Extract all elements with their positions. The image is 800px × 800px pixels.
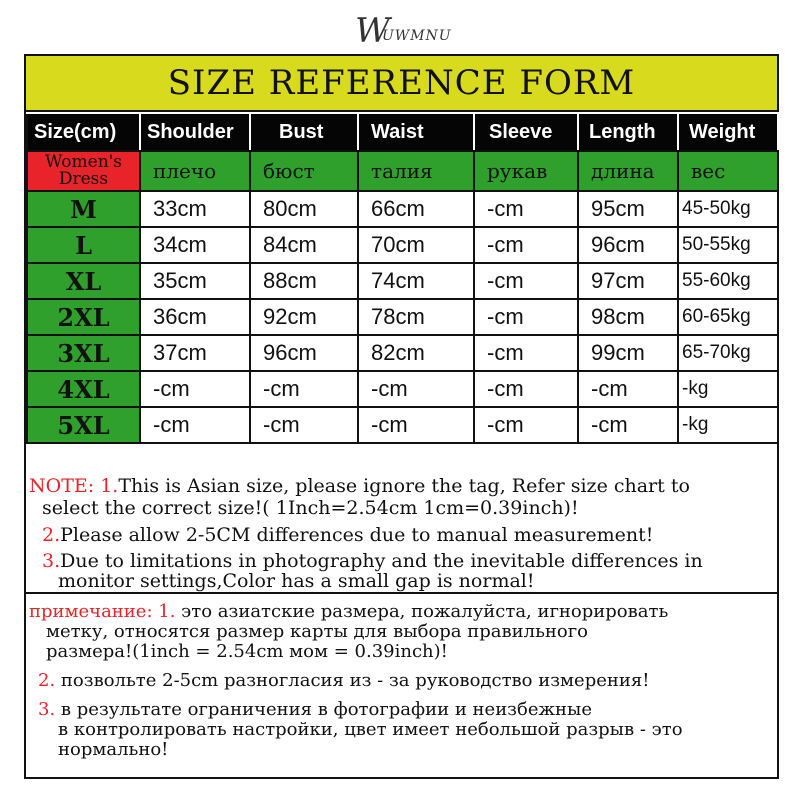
note-number: 3.: [42, 550, 61, 572]
length-cell: 98cm: [578, 299, 678, 335]
weight-cell: 65-70kg: [678, 335, 778, 371]
note-text: Due to limitations in photography and the inevitable differences in: [60, 550, 703, 572]
note-text: это азиатские размера, пожалуйста, игнорировать: [181, 601, 669, 622]
note-text: Please allow 2-5CM differences due to manual measurement!: [60, 524, 654, 546]
table-row: [27, 371, 778, 407]
header-size: Size(cm): [27, 113, 140, 151]
waist-cell: 78cm: [358, 299, 474, 335]
header-waist: Waist: [358, 113, 474, 151]
sleeve-cell: -cm: [474, 263, 578, 299]
bust-cell: 84cm: [250, 227, 358, 263]
note-number: 2.: [42, 524, 61, 546]
shoulder-cell: 34cm: [140, 227, 250, 263]
bust-cell: 80cm: [250, 191, 358, 227]
chart-title: SIZE REFERENCE FORM: [26, 56, 777, 112]
shoulder-cell: -cm: [140, 407, 250, 443]
ru-note-3: [38, 700, 592, 720]
ru-sleeve: рукав: [474, 151, 578, 191]
note-3: [42, 551, 703, 572]
header-weight: Weight: [678, 113, 778, 151]
table-row: [27, 335, 778, 371]
ru-note-3-cont2: нормально!: [58, 739, 169, 760]
ru-waist: талия: [358, 151, 474, 191]
size-label: 2XL: [27, 299, 140, 335]
size-label: 5XL: [27, 407, 140, 443]
size-table: [26, 112, 779, 444]
size-label: 4XL: [27, 371, 140, 407]
table-row: [27, 263, 778, 299]
note-number: 2.: [38, 670, 56, 691]
svg-text:W: W: [355, 11, 390, 51]
sleeve-cell: -cm: [474, 407, 578, 443]
sleeve-cell: -cm: [474, 299, 578, 335]
sleeve-cell: -cm: [474, 227, 578, 263]
header-sleeve: Sleeve: [474, 113, 578, 151]
ru-shoulder: плечо: [140, 151, 250, 191]
waist-cell: -cm: [358, 407, 474, 443]
note-label: NOTE:: [29, 475, 95, 497]
header-shoulder: Shoulder: [140, 113, 250, 151]
shoulder-cell: 37cm: [140, 335, 250, 371]
bust-cell: 92cm: [250, 299, 358, 335]
size-chart: [24, 54, 779, 779]
size-label: XL: [27, 263, 140, 299]
english-notes: [26, 470, 777, 594]
shoulder-cell: 35cm: [140, 263, 250, 299]
table-row: [27, 407, 778, 443]
note-1: [29, 476, 690, 497]
note-1-cont: select the correct size!( 1Inch=2.54cm 1cm=0.39inch)!: [42, 497, 579, 519]
ru-weight: вес: [678, 151, 778, 191]
bust-cell: 96cm: [250, 335, 358, 371]
table-row: [27, 191, 778, 227]
sleeve-cell: -cm: [474, 191, 578, 227]
note-text: This is Asian size, please ignore the tag, Refer size chart to: [118, 475, 690, 497]
weight-cell: -kg: [678, 371, 778, 407]
ru-length: длина: [578, 151, 678, 191]
weight-cell: 60-65kg: [678, 299, 778, 335]
ru-note-1: [29, 602, 668, 622]
waist-cell: 74cm: [358, 263, 474, 299]
note-3-cont: monitor settings,Color has a small gap is normal!: [58, 570, 535, 592]
table-row: [27, 227, 778, 263]
waist-cell: 82cm: [358, 335, 474, 371]
russian-notes: [26, 596, 777, 776]
ru-note-1-cont2: размера!(1inch = 2.54cm мом = 0.39inch)!: [46, 641, 448, 662]
svg-text:UWMNU: UWMNU: [382, 28, 452, 44]
weight-cell: 50-55kg: [678, 227, 778, 263]
note-text: позвольте 2-5cm разногласия из - за руководство измерения!: [60, 670, 650, 691]
weight-cell: -kg: [678, 407, 778, 443]
note-number: 1.: [158, 601, 176, 622]
length-cell: 97cm: [578, 263, 678, 299]
ru-note-3-cont: в контролировать настройки, цвет имеет небольшой разрыв - это: [58, 719, 683, 740]
length-cell: -cm: [578, 407, 678, 443]
size-label: L: [27, 227, 140, 263]
women-dress-label: Women's Dress: [27, 151, 140, 191]
size-label: M: [27, 191, 140, 227]
note-2: [42, 525, 653, 546]
waist-cell: 70cm: [358, 227, 474, 263]
table-row: [27, 299, 778, 335]
length-cell: -cm: [578, 371, 678, 407]
size-label: 3XL: [27, 335, 140, 371]
sleeve-cell: -cm: [474, 335, 578, 371]
waist-cell: -cm: [358, 371, 474, 407]
length-cell: 95cm: [578, 191, 678, 227]
shoulder-cell: 36cm: [140, 299, 250, 335]
header-row: [27, 113, 778, 151]
weight-cell: 55-60kg: [678, 263, 778, 299]
waist-cell: 66cm: [358, 191, 474, 227]
note-text: в результате ограничения в фотографии и неизбежные: [60, 699, 593, 720]
shoulder-cell: 33cm: [140, 191, 250, 227]
header-length: Length: [578, 113, 678, 151]
note-number: 1.: [100, 475, 119, 497]
bust-cell: 88cm: [250, 263, 358, 299]
ru-note-1-cont: метку, относятся размер карты для выбора правильного: [46, 621, 588, 642]
length-cell: 99cm: [578, 335, 678, 371]
ru-note-2: [38, 671, 649, 691]
weight-cell: 45-50kg: [678, 191, 778, 227]
length-cell: 96cm: [578, 227, 678, 263]
sleeve-cell: -cm: [474, 371, 578, 407]
ru-note-label: примечание:: [29, 601, 153, 622]
russian-header-row: [27, 151, 778, 191]
note-number: 3.: [38, 699, 56, 720]
header-bust: Bust: [250, 113, 358, 151]
shoulder-cell: -cm: [140, 371, 250, 407]
bust-cell: -cm: [250, 371, 358, 407]
bust-cell: -cm: [250, 407, 358, 443]
brand-logo: [300, 2, 500, 52]
ru-bust: бюст: [250, 151, 358, 191]
